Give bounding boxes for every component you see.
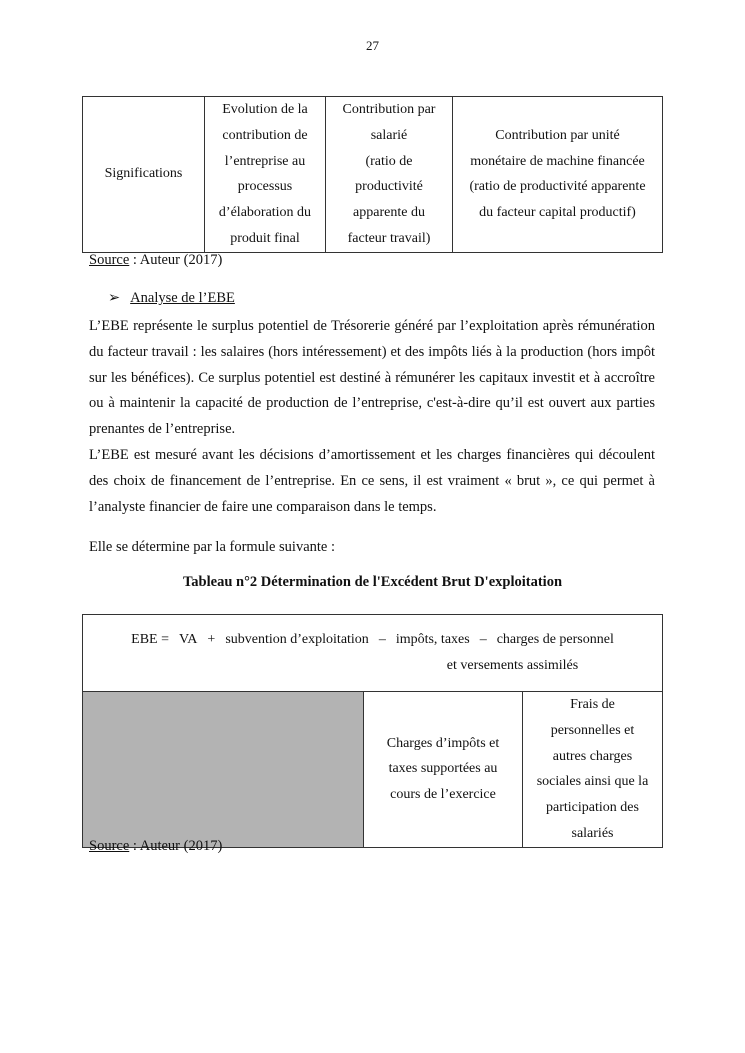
cell-personnel	[523, 692, 663, 848]
cell-line: productivité	[355, 179, 423, 195]
table-row	[83, 615, 663, 692]
table-row	[83, 97, 663, 253]
cell-line: salariés	[571, 825, 614, 841]
cell-line: produit final	[230, 230, 300, 246]
formula-term: charges de personnel	[496, 632, 614, 648]
section-heading	[108, 290, 235, 307]
section-heading-text: Analyse de l’EBE	[130, 290, 235, 306]
formula-term: impôts, taxes	[395, 632, 470, 648]
cell-line: l’entreprise au	[224, 153, 306, 169]
formula-term: +	[207, 632, 216, 648]
formula-term: –	[479, 632, 487, 648]
cell-line: autres charges	[552, 748, 633, 764]
cell-line: Contribution par unité	[495, 127, 620, 143]
source-text: : Auteur (2017)	[129, 838, 223, 854]
paragraph: L’EBE est mesuré avant les décisions d’amortissement et les charges financières qui découlent des choix de financement de l’entreprise. En ce sens, il est vraiment « brut », ce qui permet à l’analyste financier de faire une comparaison dans le temps.	[89, 447, 655, 515]
cell-line: monétaire de machine financée	[470, 153, 645, 169]
cell-line: du facteur capital productif)	[479, 205, 636, 221]
formula-line	[89, 627, 656, 653]
formula-line: et versements assimilés	[446, 658, 579, 673]
cell-line: facteur travail)	[347, 230, 431, 246]
cell-line: Charges d’impôts et	[386, 735, 500, 751]
cell-line: sociales ainsi que la	[536, 774, 649, 790]
paragraph: Elle se détermine par la formule suivante :	[89, 539, 336, 555]
source-label: Source	[89, 252, 130, 268]
cell-line: personnelles et	[550, 722, 635, 738]
cell-line: processus	[237, 179, 293, 195]
source-note	[89, 838, 222, 855]
cell-contribution-machine	[453, 97, 663, 253]
paragraph: L’EBE représente le surplus potentiel de Trésorerie généré par l’exploitation après rémunération du facteur travail : les salaires (hors intéressement) et des impôts liés à la production (hors impôt sur les bénéfices). Ce surplus potentiel est destiné à rémunérer les capitaux investit et à accroître ou à maintenir la capacité de production de l’entreprise, c'est-à-dire qu’il est ouvert aux parties prenantes de l’entreprise.	[89, 318, 655, 438]
source-note	[89, 252, 222, 269]
formula-term: –	[378, 632, 386, 648]
cell-line: contribution de	[222, 127, 308, 143]
cell-line: participation des	[546, 800, 639, 816]
cell-line: d’élaboration du	[218, 205, 312, 221]
cell-line: salarié	[370, 127, 408, 143]
arrow-bullet-icon: ➢	[108, 290, 121, 306]
cell-line: (ratio de	[365, 153, 413, 169]
cell-contribution-salarie	[326, 97, 453, 253]
cell-taxes	[364, 692, 523, 848]
row-label: Significations	[83, 97, 205, 253]
source-text: : Auteur (2017)	[129, 252, 223, 268]
cell-line: Frais de	[570, 697, 615, 712]
cell-line: (ratio de productivité apparente	[469, 179, 646, 195]
ebe-formula	[83, 615, 663, 692]
cell-line: apparente du	[353, 205, 425, 221]
table-title: Tableau n°2 Détermination de l'Excédent Brut D'exploitation	[182, 574, 563, 590]
table-row	[83, 692, 663, 848]
cell-line: taxes supportées au	[388, 761, 498, 777]
formula-term: subvention d’exploitation	[225, 632, 369, 648]
significations-table	[82, 96, 663, 253]
ebe-table	[82, 614, 663, 848]
formula-term: VA	[179, 632, 198, 648]
cell-contribution-entreprise	[205, 97, 326, 253]
page-number: 27	[366, 38, 379, 53]
formula-term: EBE =	[131, 632, 169, 648]
shaded-cell	[83, 692, 364, 848]
cell-line: cours de l’exercice	[390, 787, 496, 803]
source-label: Source	[89, 838, 130, 854]
cell-line: Contribution par	[342, 102, 436, 117]
cell-line: Evolution de la	[222, 102, 308, 117]
